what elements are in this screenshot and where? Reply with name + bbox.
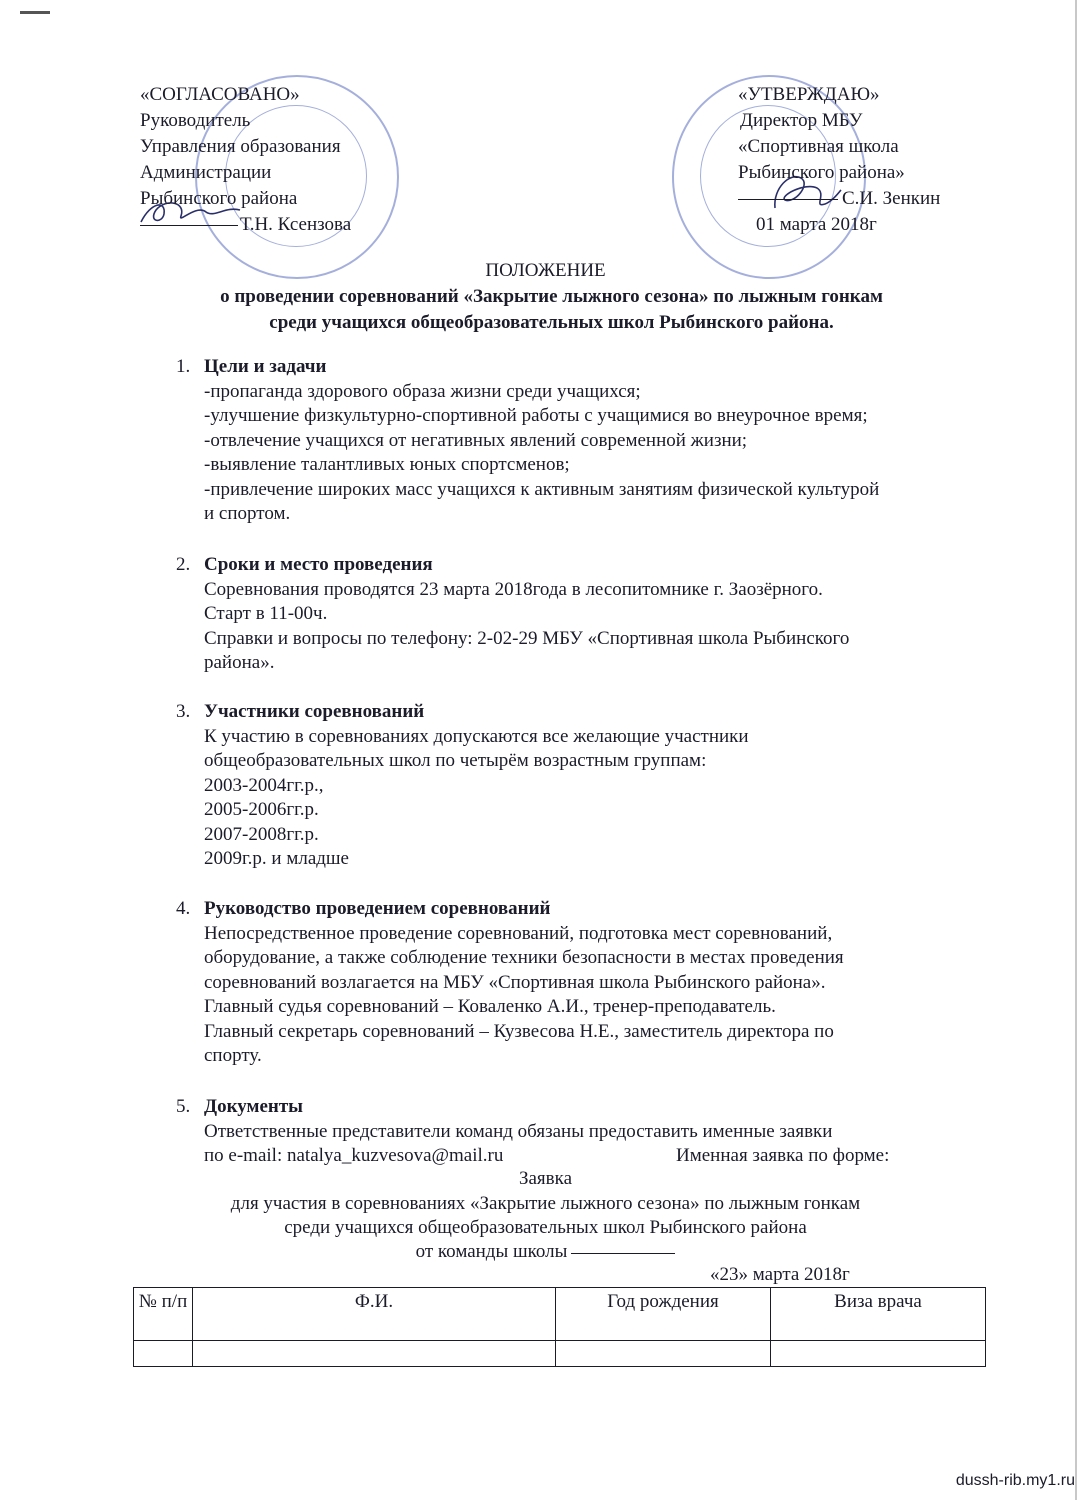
section-line: соревнований возлагается на МБУ «Спортивная школа Рыбинского района».: [204, 971, 826, 993]
scan-edge: [1075, 0, 1077, 1500]
section-number: 4.: [176, 898, 191, 919]
section-line: Ответственные представители команд обязаны предоставить именные заявки: [204, 1120, 833, 1142]
section-line: общеобразовательных школ по четырём возрастным группам:: [204, 750, 707, 771]
email-row: [204, 1144, 890, 1169]
section-line: К участию в соревнованиях допускаются все желающие участники: [204, 725, 749, 747]
section-number: 3.: [176, 701, 191, 722]
approval-right-line2: «Спортивная школа: [738, 136, 899, 157]
column-name: Ф.И.: [193, 1288, 556, 1341]
section-heading: Цели и задачи: [204, 356, 327, 377]
application-line3-row: [0, 1239, 1091, 1265]
section-line: 2005-2006гг.р.: [204, 799, 319, 820]
column-number: № п/п: [134, 1288, 193, 1341]
signature-line-right: [738, 198, 838, 200]
approval-right-line1: Директор МБУ: [740, 110, 863, 131]
section-line: района».: [204, 652, 275, 673]
section-line: -пропаганда здорового образа жизни среди учащихся;: [204, 380, 641, 402]
approval-left-signer: Т.Н. Ксензова: [240, 214, 352, 235]
section-line: Главный судья соревнований – Коваленко А.И., тренер-преподаватель.: [204, 996, 776, 1017]
column-doctor-visa: Виза врача: [771, 1288, 986, 1341]
application-title: Заявка: [518, 1168, 573, 1189]
approval-left-block: [140, 82, 351, 238]
table-header-row: [134, 1288, 986, 1341]
application-line1: для участия в соревнованиях «Закрытие лыжного сезона» по лыжным гонкам: [230, 1193, 861, 1214]
section-line: оборудование, а также соблюдение техники безопасности в местах проведения: [204, 947, 844, 968]
section-line: -отвлечение учащихся от негативных явлений современной жизни;: [204, 429, 748, 451]
column-birth-year: Год рождения: [556, 1288, 771, 1341]
approval-left-line2: Управления образования: [140, 136, 341, 157]
section-number: 2.: [176, 554, 191, 575]
section-line: 2007-2008гг.р.: [204, 823, 319, 845]
section-line: -выявление талантливых юных спортсменов;: [204, 454, 570, 475]
approval-right-block: [738, 82, 940, 238]
section-line: 2009г.р. и младше: [204, 848, 349, 869]
table-cell[interactable]: [556, 1341, 771, 1367]
section-line: и спортом.: [204, 503, 291, 524]
application-line3: от команды школы: [415, 1241, 568, 1262]
table-cell[interactable]: [134, 1341, 193, 1367]
table-cell[interactable]: [193, 1341, 556, 1367]
section-heading: Участники соревнований: [204, 701, 425, 722]
approval-right-line3: Рыбинского района»: [738, 162, 905, 183]
approval-right-signer: С.И. Зенкин: [842, 188, 941, 209]
approval-right-date: 01 марта 2018г: [756, 214, 877, 235]
section-line: -привлечение широких масс учащихся к активным занятиям физической культурой: [204, 478, 880, 500]
team-blank-line: [571, 1252, 675, 1254]
approval-right-heading: «УТВЕРЖДАЮ»: [738, 84, 880, 105]
approval-right-signer-row: [738, 186, 940, 212]
document-subtitle-1: о проведении соревнований «Закрытие лыжного сезона» по лыжным гонкам: [220, 286, 883, 307]
document-title: ПОЛОЖЕНИЕ: [485, 260, 606, 281]
table-row: [134, 1341, 986, 1367]
approval-left-heading: «СОГЛАСОВАНО»: [140, 84, 300, 105]
section-line: -улучшение физкультурно-спортивной работы с учащимися во внеурочное время;: [204, 405, 868, 426]
application-line2: среди учащихся общеобразовательных школ Рыбинского района: [284, 1217, 807, 1238]
form-note: Именная заявка по форме:: [676, 1145, 890, 1166]
table-cell[interactable]: [771, 1341, 986, 1367]
section-line: Непосредственное проведение соревнований, подготовка мест соревнований,: [204, 922, 833, 944]
footer-website[interactable]: dussh-rib.my1.ru: [955, 1472, 1075, 1489]
approval-left-line3: Администрации: [140, 162, 272, 183]
section-line: Справки и вопросы по телефону: 2-02-29 МБУ «Спортивная школа Рыбинского: [204, 627, 850, 649]
section-line: спорту.: [204, 1045, 262, 1066]
section-number: 5.: [176, 1096, 191, 1117]
section-line: 2003-2004гг.р.,: [204, 774, 324, 796]
section-heading: Документы: [204, 1096, 303, 1117]
email-link[interactable]: по e-mail: natalya_kuzvesova@mail.ru: [204, 1145, 504, 1166]
section-line: Соревнования проводятся 23 марта 2018года в лесопитомнике г. Заозёрного.: [204, 578, 823, 600]
scan-artifact: [20, 11, 50, 14]
application-date: «23» марта 2018г: [710, 1264, 850, 1285]
approval-left-line1: Руководитель: [140, 110, 251, 131]
approval-left-line4: Рыбинского района: [140, 188, 298, 209]
section-line: Главный секретарь соревнований – Кузвесова Н.Е., заместитель директора по: [204, 1020, 834, 1042]
signature-line-left: [140, 224, 238, 226]
section-heading: Сроки и место проведения: [204, 554, 433, 575]
section-line: Старт в 11-00ч.: [204, 603, 328, 624]
section-number: 1.: [176, 356, 191, 377]
section-heading: Руководство проведением соревнований: [204, 898, 551, 919]
application-table: [133, 1287, 986, 1367]
document-subtitle-2: среди учащихся общеобразовательных школ Рыбинского района.: [269, 312, 834, 333]
approval-left-signer-row: [140, 212, 351, 238]
